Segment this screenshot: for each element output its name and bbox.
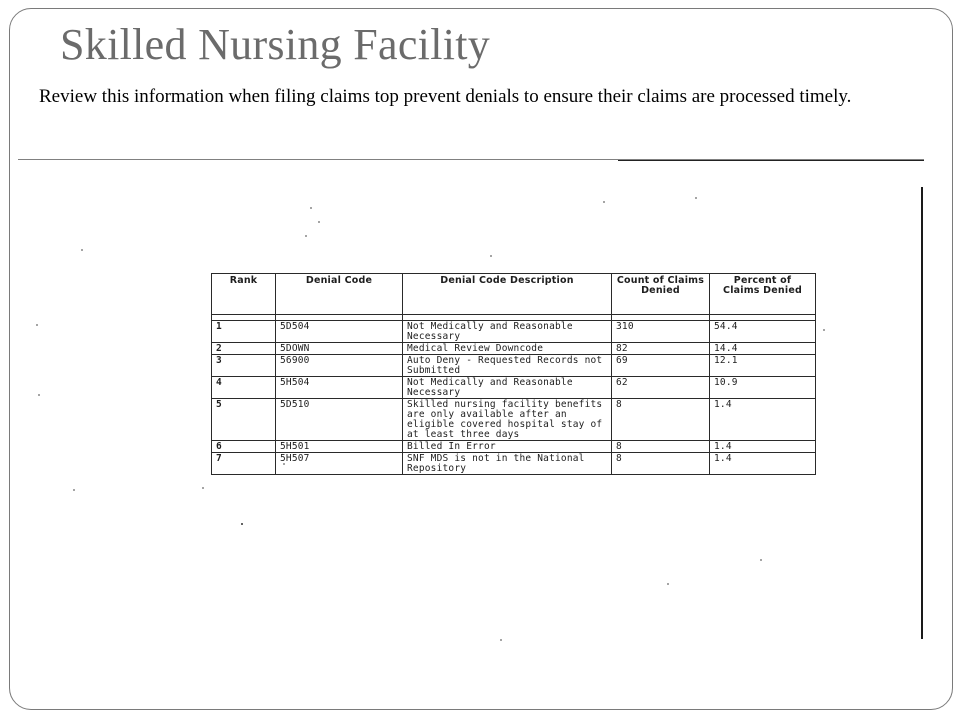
scan-speck xyxy=(603,201,605,203)
cell-count: 69 xyxy=(612,355,710,377)
cell-description: Not Medically and Reasonable Necessary xyxy=(403,377,612,399)
scan-speck xyxy=(73,489,75,491)
scan-speck xyxy=(305,235,307,237)
cell-rank: 7 xyxy=(212,453,276,475)
table-row xyxy=(212,453,816,475)
cell-code: 5DOWN xyxy=(276,343,403,355)
cell-description: Medical Review Downcode xyxy=(403,343,612,355)
scan-speck xyxy=(318,221,320,223)
scan-speck xyxy=(823,329,825,331)
cell-code: 5D504 xyxy=(276,321,403,343)
slide-frame xyxy=(9,8,953,710)
cell-count: 62 xyxy=(612,377,710,399)
cell-count: 82 xyxy=(612,343,710,355)
cell-count: 8 xyxy=(612,453,710,475)
table-header-row xyxy=(212,274,816,315)
table-row xyxy=(212,355,816,377)
scan-speck xyxy=(760,559,762,561)
cell-count: 310 xyxy=(612,321,710,343)
cell-description: Billed In Error xyxy=(403,441,612,453)
cell-rank: 5 xyxy=(212,399,276,441)
scan-speck xyxy=(310,207,312,209)
header-count: Count of Claims Denied xyxy=(612,274,710,315)
table-row xyxy=(212,399,816,441)
cell-description: Skilled nursing facility benefits are only available after an eligible covered hospital stay of at least three days xyxy=(403,399,612,441)
table-row xyxy=(212,321,816,343)
denial-table xyxy=(211,273,816,475)
scan-speck xyxy=(500,639,502,641)
scan-speck xyxy=(695,197,697,199)
header-denial-code: Denial Code xyxy=(276,274,403,315)
cell-code: 56900 xyxy=(276,355,403,377)
header-description: Denial Code Description xyxy=(403,274,612,315)
cell-rank: 6 xyxy=(212,441,276,453)
cell-rank: 3 xyxy=(212,355,276,377)
cell-rank: 4 xyxy=(212,377,276,399)
scanned-document xyxy=(18,159,936,639)
scan-speck xyxy=(36,324,38,326)
cell-percent: 1.4 xyxy=(710,441,816,453)
table-row xyxy=(212,441,816,453)
cell-code: 5H501 xyxy=(276,441,403,453)
slide-subtitle: Review this information when filing claims top prevent denials to ensure their claims are processed timely. xyxy=(39,86,852,107)
scan-right-edge xyxy=(921,187,923,639)
scan-top-border-dark xyxy=(618,160,924,161)
cell-code: 5D510 xyxy=(276,399,403,441)
cell-percent: 1.4 xyxy=(710,453,816,475)
scan-speck xyxy=(490,255,492,257)
cell-percent: 1.4 xyxy=(710,399,816,441)
cell-count: 8 xyxy=(612,441,710,453)
slide-title: Skilled Nursing Facility xyxy=(60,20,491,69)
cell-percent: 10.9 xyxy=(710,377,816,399)
scan-speck xyxy=(81,249,83,251)
cell-code: 5H507 xyxy=(276,453,403,475)
cell-rank: 2 xyxy=(212,343,276,355)
cell-percent: 14.4 xyxy=(710,343,816,355)
cell-code: 5H504 xyxy=(276,377,403,399)
scan-speck xyxy=(667,583,669,585)
cell-rank: 1 xyxy=(212,321,276,343)
header-rank: Rank xyxy=(212,274,276,315)
cell-description: SNF MDS is not in the National Repository xyxy=(403,453,612,475)
scan-speck xyxy=(202,487,204,489)
table-row xyxy=(212,377,816,399)
header-percent: Percent of Claims Denied xyxy=(710,274,816,315)
cell-description: Not Medically and Reasonable Necessary xyxy=(403,321,612,343)
cell-count: 8 xyxy=(612,399,710,441)
cell-percent: 54.4 xyxy=(710,321,816,343)
scan-speck xyxy=(241,523,243,525)
table-row xyxy=(212,343,816,355)
cell-percent: 12.1 xyxy=(710,355,816,377)
cell-description: Auto Deny - Requested Records not Submitted xyxy=(403,355,612,377)
scan-speck xyxy=(38,394,40,396)
